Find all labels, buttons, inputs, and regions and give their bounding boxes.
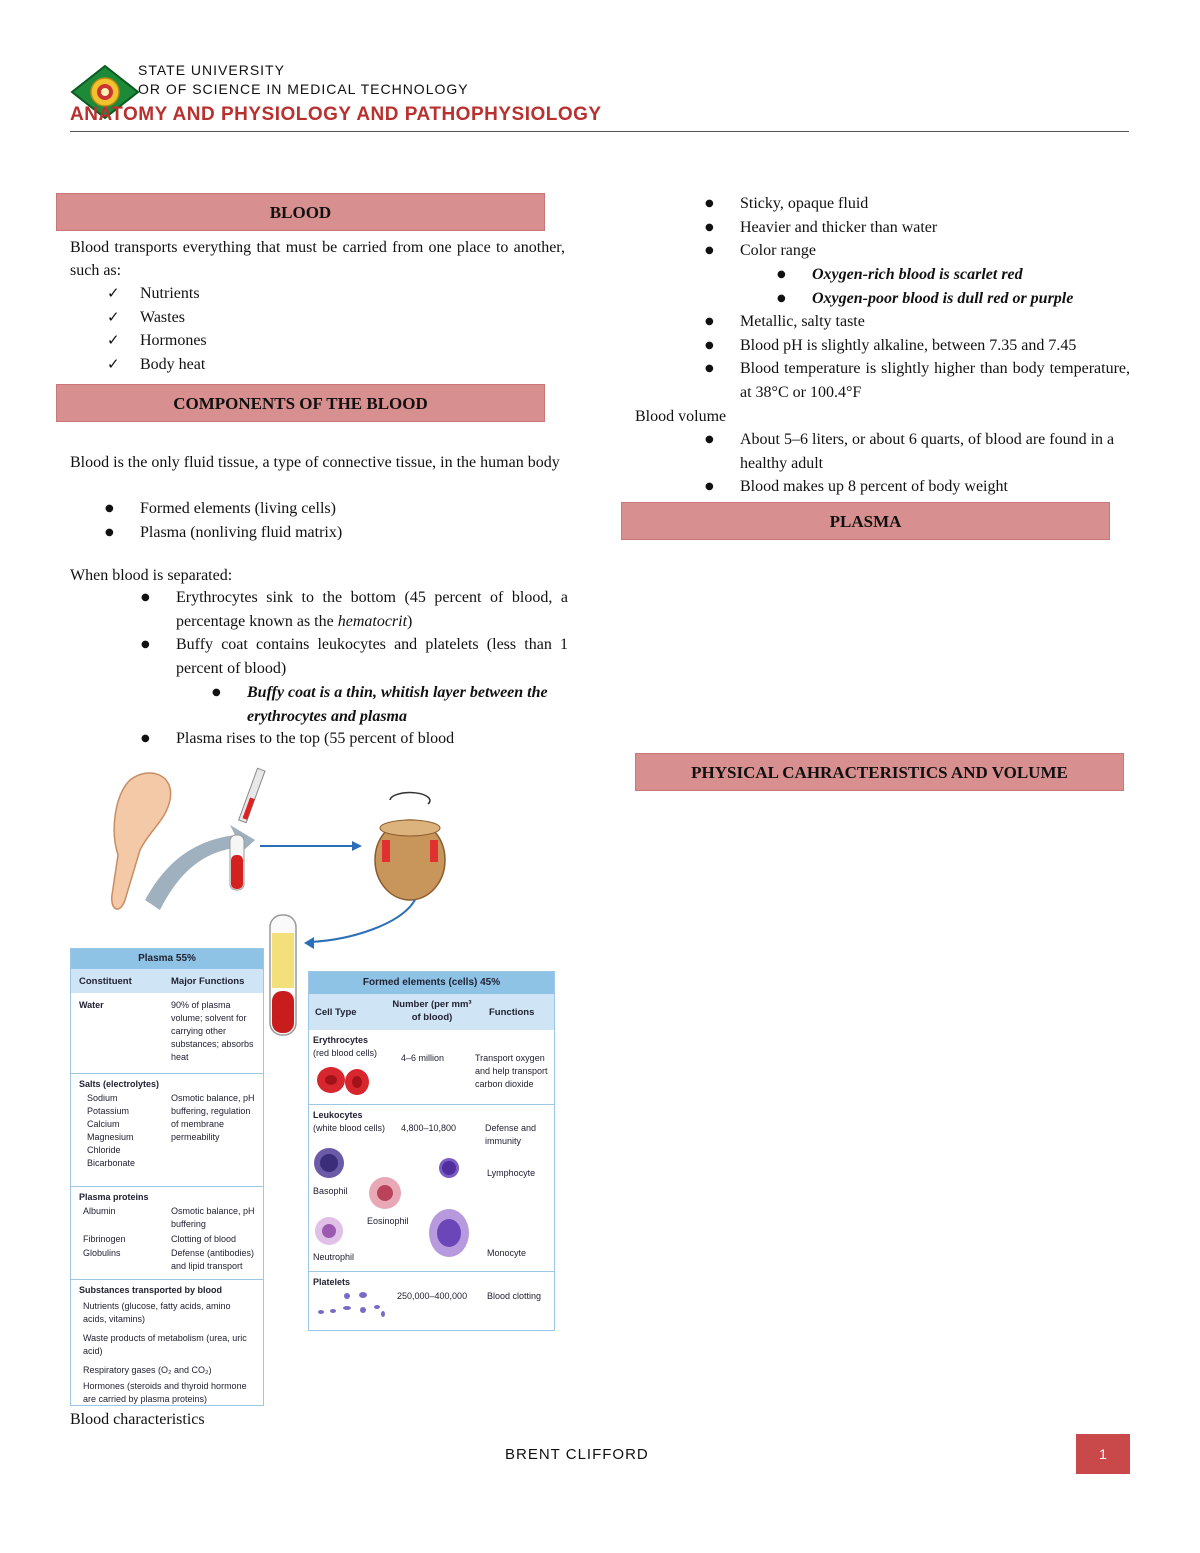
table-cell: Sodium Potassium Calcium Magnesium Chloride Bicarbonate xyxy=(87,1093,136,1168)
characteristics-list-2 xyxy=(740,310,1130,404)
rotation-icon xyxy=(390,793,430,804)
table-row xyxy=(71,993,263,1074)
formed-elements-table xyxy=(308,971,555,1331)
document-title: ANATOMY AND PHYSIOLOGY AND PATHOPHYSIOLOGY xyxy=(70,104,602,125)
separated-list xyxy=(176,586,568,680)
plasma-table-header xyxy=(71,969,263,993)
table-cell: 250,000–400,000 xyxy=(397,1291,468,1301)
table-cell: 4–6 million xyxy=(401,1053,445,1063)
list-item: ● Plasma rises to the top (55 percent of blood xyxy=(176,727,568,751)
column-header: Functions xyxy=(489,1007,535,1018)
characteristics-list xyxy=(740,192,1130,263)
list-item: ● Blood temperature is slightly higher than body temperature, at 38°C or 100.4°F xyxy=(740,357,1130,404)
blood-intro: Blood transports everything that must be carried from one place to another, such as: xyxy=(70,239,565,279)
table-cell: Salts (electrolytes) xyxy=(79,1079,160,1089)
separated-blood-tube xyxy=(265,913,305,1043)
table-row xyxy=(309,1272,554,1330)
list-item: ● Oxygen-rich blood is scarlet red xyxy=(812,263,1130,287)
section-heading-physical: PHYSICAL CAHRACTERISTICS AND VOLUME xyxy=(635,753,1124,791)
list-item: ● Blood makes up 8 percent of body weight xyxy=(740,475,1130,499)
table-row xyxy=(71,1074,263,1187)
table-cell: Erythrocytes xyxy=(313,1035,369,1045)
red-blood-cell-icon xyxy=(315,1062,375,1098)
column-header: Cell Type xyxy=(315,1007,357,1018)
table-cell: Fibrinogen xyxy=(83,1234,126,1244)
table-cell: Hormones (steroids and thyroid hormone are carried by plasma proteins) xyxy=(83,1381,247,1404)
components-list xyxy=(140,497,560,544)
table-cell: (white blood cells) xyxy=(313,1123,386,1133)
plasma-table xyxy=(70,948,264,1406)
footer-author: BRENT CLIFFORD xyxy=(505,1446,649,1463)
components-intro: Blood is the only fluid tissue, a type of connective tissue, in the human body xyxy=(70,454,560,471)
table-cell: Blood clotting xyxy=(487,1291,542,1301)
white-blood-cells-icon xyxy=(309,1141,549,1261)
list-item: ● Buffy coat contains leukocytes and platelets (less than 1 percent of blood) xyxy=(176,633,568,680)
formed-table-header xyxy=(309,994,554,1030)
table-cell: Neutrophil xyxy=(313,1252,355,1262)
table-cell: Basophil xyxy=(313,1186,348,1196)
blood-composition-figure xyxy=(70,760,570,1410)
table-row xyxy=(309,1030,554,1105)
table-cell: Osmotic balance, pH buffering xyxy=(171,1206,255,1229)
table-cell: Clotting of blood xyxy=(171,1234,237,1244)
buffy-coat-sublist xyxy=(247,681,565,728)
table-cell: Nutrients (glucose, fatty acids, amino acids, vitamins) xyxy=(83,1301,231,1324)
table-row xyxy=(71,1187,263,1280)
table-cell: Defense (antibodies) and lipid transport xyxy=(171,1248,255,1271)
table-cell: Monocyte xyxy=(487,1248,527,1258)
table-cell: Defense and immunity xyxy=(485,1123,537,1146)
list-item: ● Color range xyxy=(740,239,1130,263)
figure-caption: Blood characteristics xyxy=(70,1411,205,1428)
table-cell: (red blood cells) xyxy=(313,1048,378,1058)
table-cell: Respiratory gases (O₂ and CO₂) xyxy=(83,1365,212,1375)
table-cell: Waste products of metabolism (urea, uric acid) xyxy=(83,1333,247,1356)
list-item: ● Metallic, salty taste xyxy=(740,310,1130,334)
blood-volume-list xyxy=(740,428,1130,499)
header-line-2: OR OF SCIENCE IN MEDICAL TECHNOLOGY xyxy=(138,81,469,97)
header-rule xyxy=(70,131,1129,132)
column-header: Number (per mm³ of blood) xyxy=(392,999,472,1023)
page-number: 1 xyxy=(1076,1434,1130,1474)
section-heading-plasma: PLASMA xyxy=(621,502,1110,540)
platelets-icon xyxy=(313,1290,393,1320)
blood-volume-label: Blood volume xyxy=(635,408,727,425)
table-row xyxy=(71,1280,263,1406)
column-header: Major Functions xyxy=(171,976,245,987)
table-cell: Transport oxygen and help transport carbon dioxide xyxy=(475,1053,548,1089)
column-header: Constituent xyxy=(79,976,132,987)
table-cell: Globulins xyxy=(83,1248,121,1258)
table-cell: 4,800–10,800 xyxy=(401,1123,457,1133)
list-item: ✓ Hormones xyxy=(140,329,540,353)
list-item: ● Oxygen-poor blood is dull red or purple xyxy=(812,287,1130,311)
section-heading-blood: BLOOD xyxy=(56,193,545,231)
list-item: ✓ Wastes xyxy=(140,306,540,330)
section-heading-components: COMPONENTS OF THE BLOOD xyxy=(56,384,545,422)
table-cell: Leukocytes xyxy=(313,1110,363,1120)
plasma-table-title: Plasma 55% xyxy=(71,949,263,969)
list-item: ● Heavier and thicker than water xyxy=(740,216,1130,240)
list-item: ● Erythrocytes sink to the bottom (45 percent of blood, a percentage known as the hematocrit) xyxy=(176,586,568,633)
table-cell: Plasma proteins xyxy=(79,1192,149,1202)
list-item: ● Formed elements (living cells) xyxy=(140,497,560,521)
list-item: ● Plasma (nonliving fluid matrix) xyxy=(140,521,560,545)
separated-list-2 xyxy=(176,727,568,751)
blood-transport-list xyxy=(140,282,540,376)
list-item: ● About 5–6 liters, or about 6 quarts, of blood are found in a healthy adult xyxy=(740,428,1130,475)
separated-intro: When blood is separated: xyxy=(70,567,233,584)
list-item: ✓ Body heat xyxy=(140,353,540,377)
table-cell: Eosinophil xyxy=(367,1216,409,1226)
list-item: ● Blood pH is slightly alkaline, between 7.35 and 7.45 xyxy=(740,334,1130,358)
formed-table-title: Formed elements (cells) 45% xyxy=(309,972,554,994)
list-item: ✓ Nutrients xyxy=(140,282,540,306)
table-cell: Albumin xyxy=(83,1206,116,1216)
table-row xyxy=(309,1105,554,1272)
list-item: ● Sticky, opaque fluid xyxy=(740,192,1130,216)
list-item: ● Buffy coat is a thin, whitish layer between the erythrocytes and plasma xyxy=(247,681,565,728)
centrifuge-illustration xyxy=(70,760,570,960)
color-range-sublist xyxy=(812,263,1130,310)
table-cell: Lymphocyte xyxy=(487,1168,536,1178)
syringe-icon xyxy=(239,768,265,822)
table-cell: Platelets xyxy=(313,1277,351,1287)
table-cell: Substances transported by blood xyxy=(79,1285,223,1295)
table-cell: Water xyxy=(79,1000,104,1010)
table-cell: 90% of plasma volume; solvent for carrying other substances; absorbs heat xyxy=(171,1000,254,1062)
table-cell: Osmotic balance, pH buffering, regulation of membrane permeability xyxy=(171,1093,255,1142)
header-line-1: STATE UNIVERSITY xyxy=(138,62,285,78)
